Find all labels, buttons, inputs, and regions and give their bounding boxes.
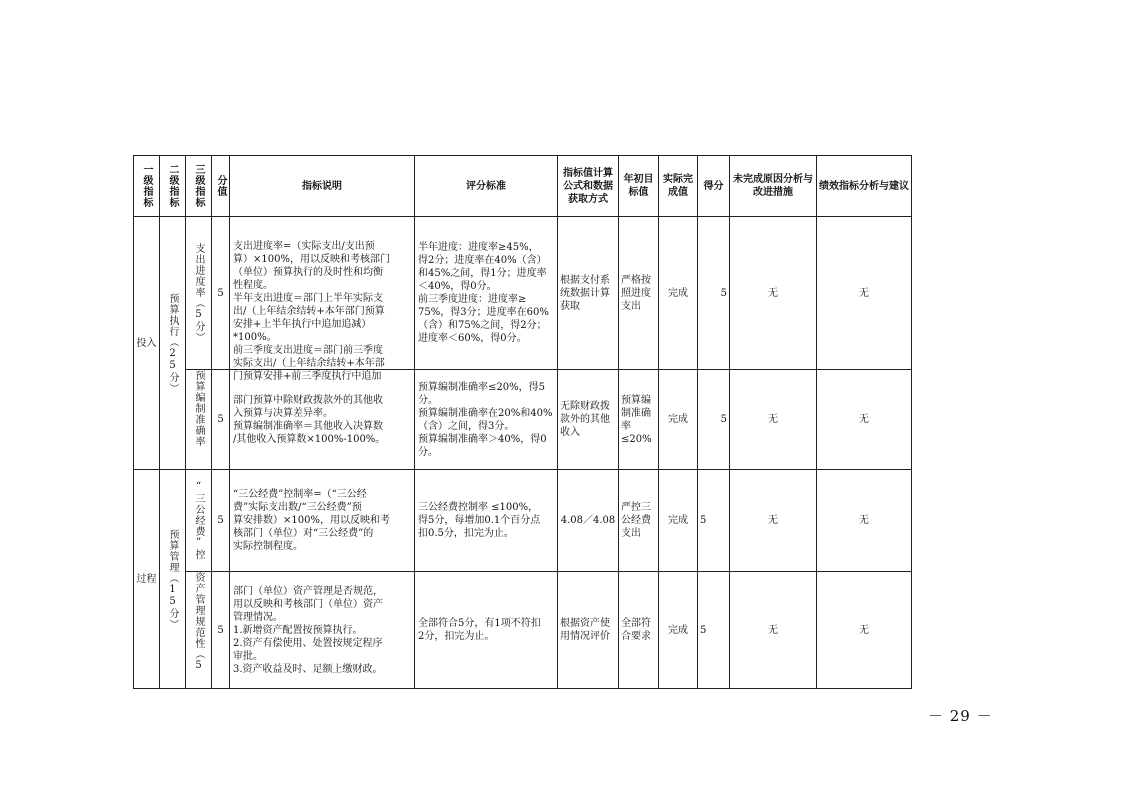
reason-cell: 无	[730, 470, 817, 572]
got-cell: 5	[698, 217, 730, 370]
reason-cell: 无	[730, 370, 817, 470]
header-actual: 实际完成值	[659, 156, 698, 217]
score-cell: 5	[212, 370, 230, 470]
formula-cell: 根据支付系统数据计算获取	[558, 217, 619, 370]
reason-cell: 无	[730, 572, 817, 689]
formula-cell: 根据资产使用情况评价	[558, 572, 619, 689]
got-cell: 5	[698, 470, 730, 572]
header-criteria: 评分标准	[415, 156, 558, 217]
table-row	[134, 370, 912, 470]
level2-cell: 预算管理（15分）	[160, 470, 186, 689]
score-cell: 5	[212, 217, 230, 370]
analysis-cell: 无	[817, 572, 912, 689]
level2-cell: 预算执行（25分）	[160, 217, 186, 470]
header-row	[134, 156, 912, 217]
criteria-cell: 半年进度：进度率≥45%， 得2分；进度率在40%（含） 和45%之间，得1分；进度率 ＜40%，得0分。 前三季度进度：进度率≥ 75%，得3分；进度率在60% （含）和75%之间，得2分； 进度率＜60%，得0分。	[415, 217, 558, 370]
performance-table	[133, 155, 912, 689]
description-cell: 支出进度率=（实际支出/支出预 算）×100%，用以反映和考核部门 （单位）预算执行的及时性和均衡 性程度。 半年支出进度＝部门上半年实际支 出/（上年结余结转+本年部门预算 安排+上半年执行中追加追减） *100%。 前三季度支出进度＝部门前三季度 实际支出/（上年结余结转+本年部 门预算安排+前三季度执行中追加	[230, 217, 415, 370]
formula-cell: 4.08／4.08	[558, 470, 619, 572]
actual-cell: 完成	[659, 470, 698, 572]
actual-cell: 完成	[659, 572, 698, 689]
level1-cell: 过程	[134, 470, 160, 689]
header-target: 年初目标值	[619, 156, 659, 217]
got-cell: 5	[698, 370, 730, 470]
header-got: 得分	[698, 156, 730, 217]
criteria-cell: 预算编制准确率≤20%，得5 分。 预算编制准确率在20%和40% （含）之间，得3分。 预算编制准确率＞40%，得0 分。	[415, 370, 558, 470]
header-reason: 未完成原因分析与改进措施	[730, 156, 817, 217]
description-cell: 部门（单位）资产管理是否规范， 用以反映和考核部门（单位）资产 管理情况。 1.新增资产配置按预算执行。 2.资产有偿使用、处置按规定程序 审批。 3.资产收益及时、足额上缴财政。	[230, 572, 415, 689]
header-level3: 三级指标	[186, 156, 212, 217]
header-level2: 二级指标	[160, 156, 186, 217]
reason-cell: 无	[730, 217, 817, 370]
header-description: 指标说明	[230, 156, 415, 217]
header-level1: 一级指标	[134, 156, 160, 217]
level3-cell: “三公经费”控	[186, 470, 212, 572]
level3-cell: 预算编制准确率	[186, 370, 212, 470]
formula-cell: 无除财政拨款外的其他收入	[558, 370, 619, 470]
analysis-cell: 无	[817, 217, 912, 370]
criteria-cell: 全部符合5分，有1项不符扣 2分，扣完为止。	[415, 572, 558, 689]
level3-cell: 支出进度率（5分）	[186, 217, 212, 370]
analysis-cell: 无	[817, 370, 912, 470]
header-analysis: 绩效指标分析与建议	[817, 156, 912, 217]
actual-cell: 完成	[659, 217, 698, 370]
description-cell: 部门预算中除财政拨款外的其他收 入预算与决算差异率。 预算编制准确率＝其他收入决算数 /其他收入预算数×100%-100%。	[230, 370, 415, 470]
table-row	[134, 470, 912, 572]
criteria-cell: 三公经费控制率 ≤100%， 得5分，每增加0.1个百分点 扣0.5分，扣完为止。	[415, 470, 558, 572]
target-cell: 严控三公经费支出	[619, 470, 659, 572]
actual-cell: 完成	[659, 370, 698, 470]
table-row	[134, 572, 912, 689]
target-cell: 预算编制准确率≤20%	[619, 370, 659, 470]
got-cell: 5	[698, 572, 730, 689]
target-cell: 严格按照进度支出	[619, 217, 659, 370]
table-row	[134, 217, 912, 370]
level1-cell: 投入	[134, 217, 160, 470]
level3-cell: 资产管理规范性（5	[186, 572, 212, 689]
header-score: 分值	[212, 156, 230, 217]
page-number: － 29 －	[928, 707, 993, 725]
analysis-cell: 无	[817, 470, 912, 572]
score-cell: 5	[212, 572, 230, 689]
description-cell: “三公经费”控制率=（“三公经 费”实际支出数/“三公经费”预 算安排数）×100%，用以反映和考 核部门（单位）对“三公经费”的 实际控制程度。	[230, 470, 415, 572]
score-cell: 5	[212, 470, 230, 572]
target-cell: 全部符合要求	[619, 572, 659, 689]
header-formula: 指标值计算公式和数据获取方式	[558, 156, 619, 217]
